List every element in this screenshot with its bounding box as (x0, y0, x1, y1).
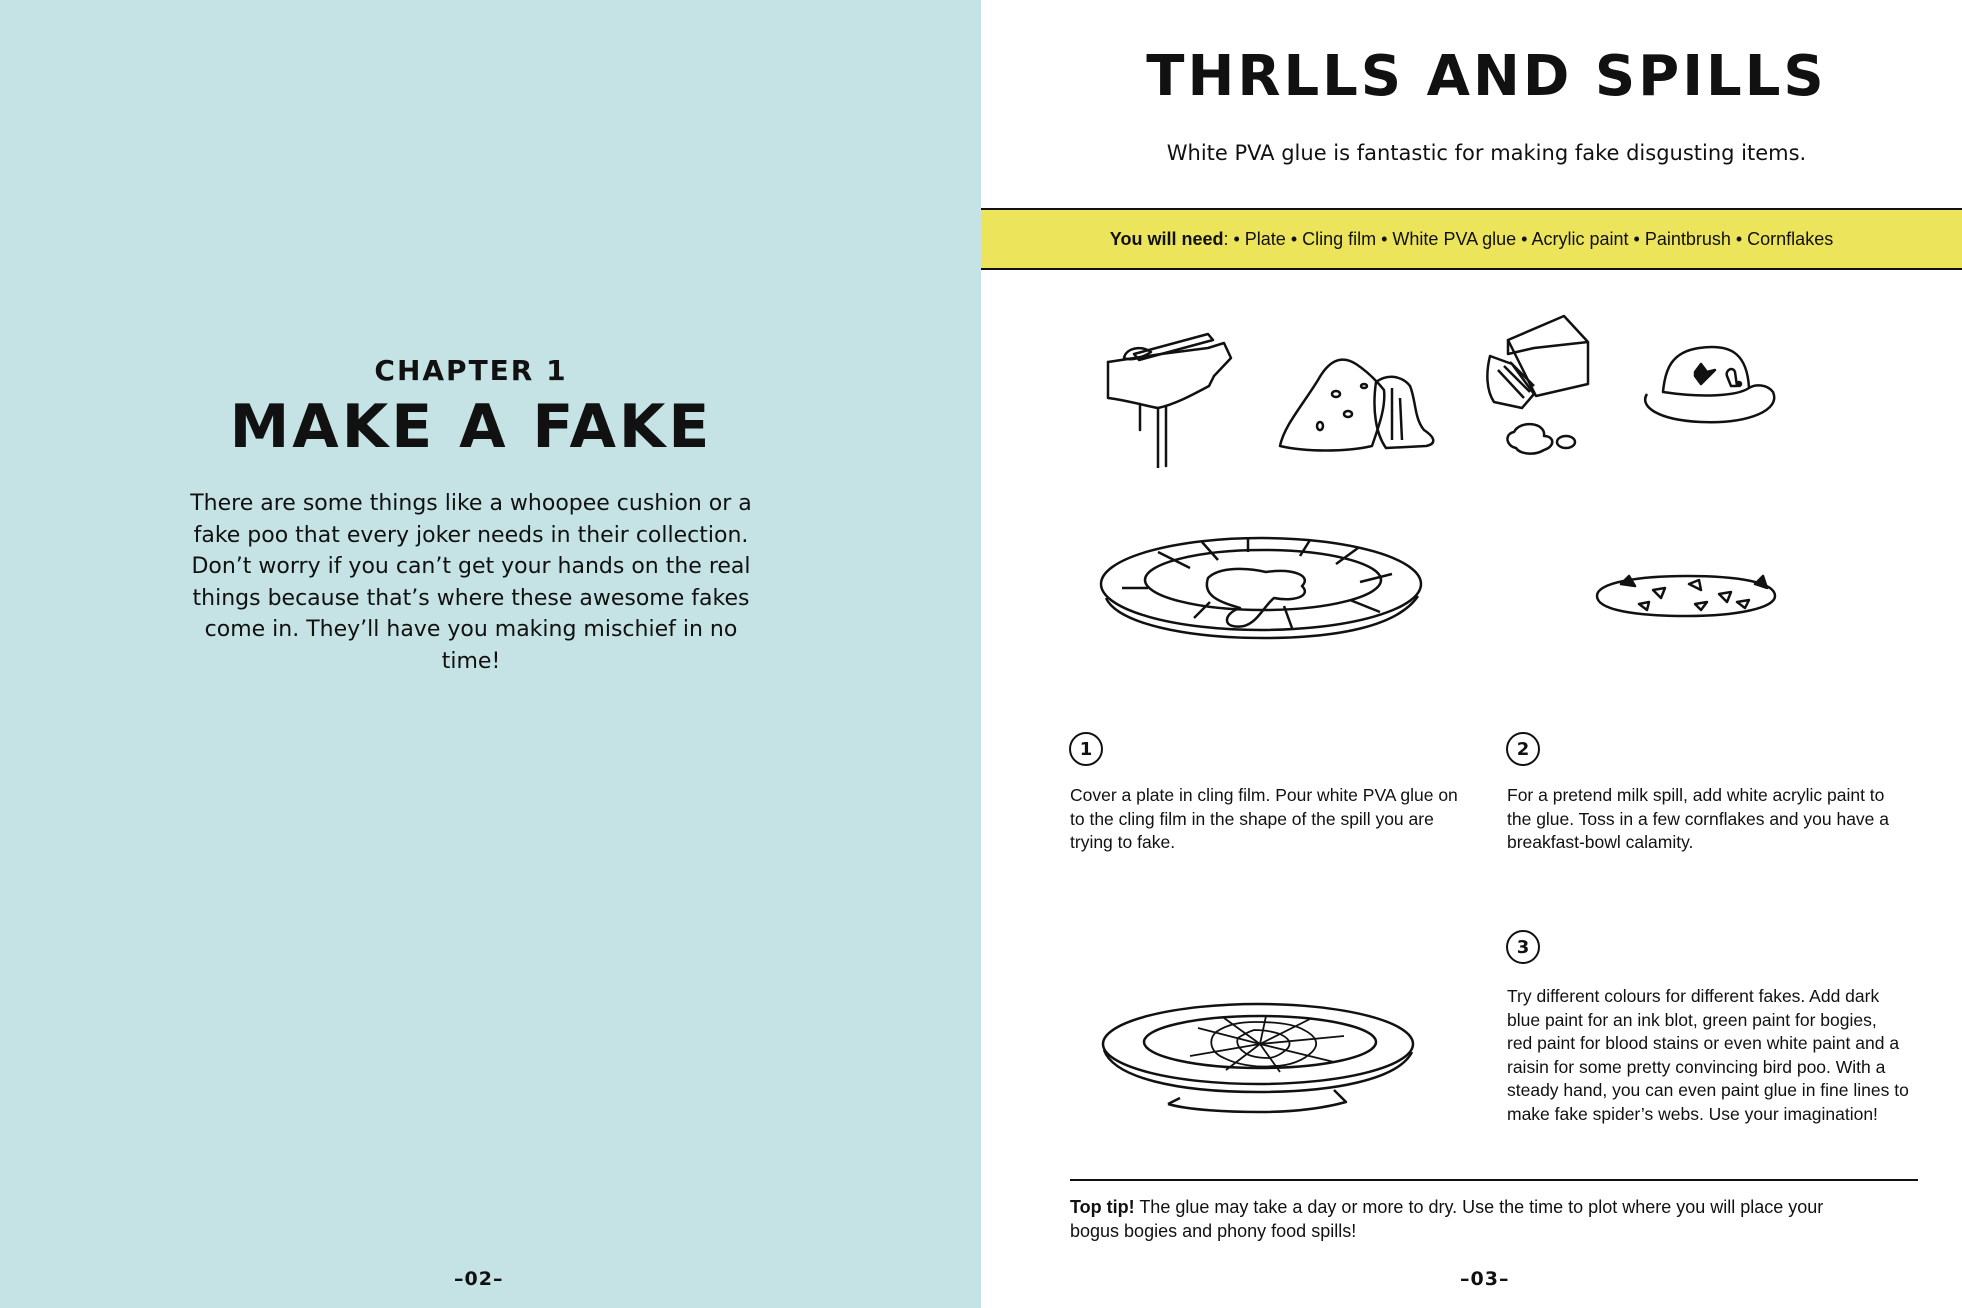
glue-plate-icon (1098, 530, 1428, 645)
hat-icon (1641, 340, 1781, 430)
step-line: red paint for blood stains or even white paint and a (1507, 1033, 1900, 1053)
fries-box-spill-icon (1484, 312, 1614, 462)
spiderweb-plate-icon (1098, 1000, 1418, 1115)
ink-spill-table-icon (1106, 318, 1256, 468)
step-line: Try different colours for different fakes. Add dark (1507, 986, 1880, 1006)
step-1-number: 1 (1069, 732, 1103, 766)
chapter-intro (180, 488, 762, 677)
step-2-number: 2 (1506, 732, 1540, 766)
tip-line-1 (1070, 1195, 1920, 1219)
step-line: raisin for some pretty convincing bird poo. With a (1507, 1056, 1886, 1077)
step-line: Cover a plate in cling film. Pour white PVA glue on (1070, 785, 1458, 805)
materials-colon: : (1223, 228, 1234, 249)
step-3-text (1507, 985, 1927, 1126)
top-tip (1070, 1195, 1920, 1243)
materials-bar (981, 208, 1962, 270)
intro-line: Don’t worry if you can’t get your hands on the real (191, 554, 751, 579)
step-1-text (1070, 784, 1490, 855)
step-line: make fake spider’s webs. Use your imagination! (1507, 1103, 1878, 1124)
materials-label: You will need (1109, 228, 1224, 249)
intro-line: come in. They’ll have you making mischief in no time! (204, 617, 738, 674)
step-line: For a pretend milk spill, add white acrylic paint to (1507, 785, 1885, 805)
step-2-text (1507, 784, 1927, 855)
step-line: trying to fake. (1070, 832, 1176, 852)
intro-line: There are some things like a whoopee cushion or a (190, 491, 752, 516)
step-line: blue paint for an ink blot, green paint for bogies, (1507, 1009, 1877, 1030)
chapter-label: CHAPTER 1 (374, 354, 568, 387)
tip-text: The glue may take a day or more to dry. Use the time to plot where you will place your (1134, 1197, 1824, 1217)
step-line: breakfast-bowl calamity. (1507, 832, 1694, 852)
cushion-spill-icon (1276, 348, 1441, 458)
tip-label: Top tip! (1070, 1197, 1135, 1217)
cornflake-spill-icon (1591, 566, 1781, 621)
page-number-left: –02– (454, 1268, 504, 1290)
intro-line: fake poo that every joker needs in their collection. (193, 522, 749, 548)
step-line: the glue. Toss in a few cornflakes and you have a (1507, 808, 1890, 829)
materials-list: • Plate • Cling film • White PVA glue • Acrylic paint • Paintbrush • Cornflakes (1233, 228, 1834, 249)
tip-divider (1070, 1179, 1918, 1181)
intro-line: things because that’s where these awesome fakes (192, 585, 750, 611)
chapter-title: MAKE A FAKE (229, 392, 713, 462)
page-title: THRLLS AND SPILLS (1146, 44, 1827, 109)
step-line: steady hand, you can even paint glue in fine lines to (1507, 1080, 1909, 1100)
step-3-number: 3 (1506, 930, 1540, 964)
page-subtitle: White PVA glue is fantastic for making fake disgusting items. (1166, 141, 1807, 165)
step-line: to the cling film in the shape of the spill you are (1070, 808, 1434, 829)
page-number-right: –03– (1460, 1268, 1510, 1290)
right-page (981, 0, 1962, 1308)
tip-line-2: bogus bogies and phony food spills! (1070, 1221, 1357, 1241)
